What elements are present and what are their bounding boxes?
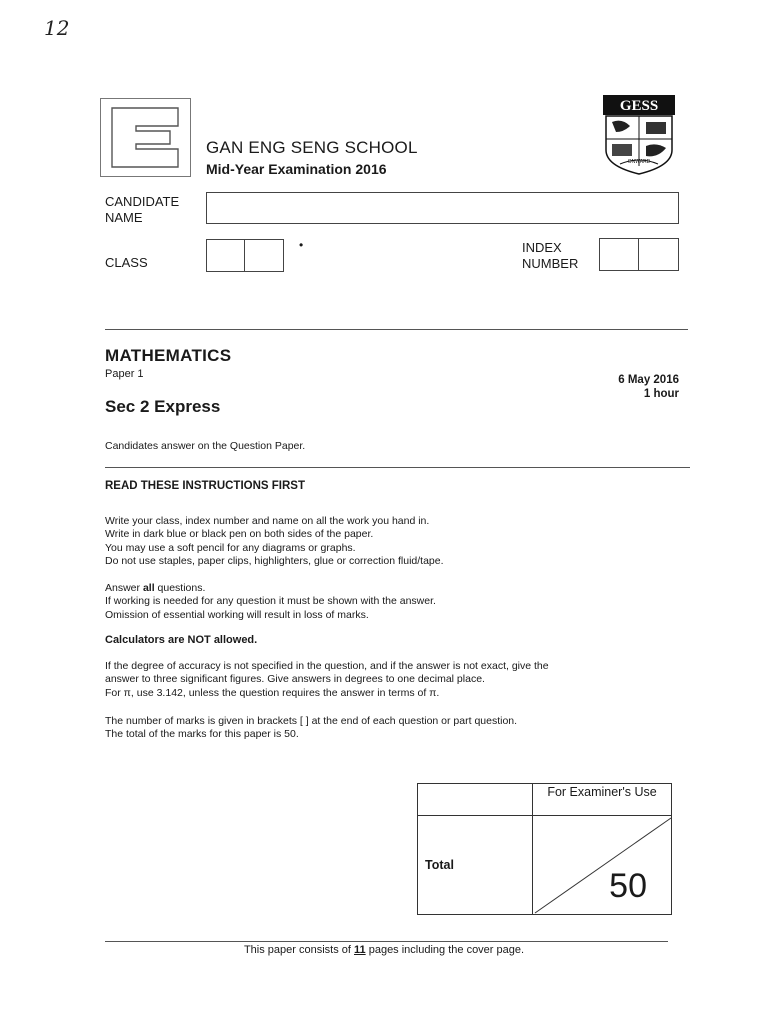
- instruction-line: answer to three significant figures. Give answers in degrees to one decimal place.: [105, 673, 485, 686]
- instructions-divider: [105, 467, 690, 468]
- svg-text:GESS: GESS: [619, 98, 659, 114]
- answer-note: Candidates answer on the Question Paper.: [105, 440, 306, 452]
- footer-pre: This paper consists of: [243, 944, 355, 956]
- instruction-line: If the degree of accuracy is not specified in the question, and if the answer is not exact, give the: [105, 660, 549, 672]
- answer-all-bold: all: [142, 582, 155, 594]
- class-separator-dot: •: [299, 238, 304, 252]
- footer-page-count: 11: [354, 944, 366, 956]
- index-field-divider: [638, 238, 639, 271]
- instructions-block-2: [105, 582, 645, 622]
- instruction-line: Omission of essential working will result in loss of marks.: [105, 608, 369, 621]
- instruction-line: [105, 582, 645, 595]
- instruction-line: For π, use 3.142, unless the question requires the answer in terms of π.: [105, 686, 440, 699]
- index-label-line2: NUMBER: [522, 256, 579, 271]
- instruction-line: If working is needed for any question it must be shown with the answer.: [105, 595, 436, 608]
- subject-title: MATHEMATICS: [105, 346, 232, 365]
- instruction-line: Do not use staples, paper clips, highlighters, glue or correction fluid/tape.: [105, 554, 444, 567]
- instructions-block-1: [105, 515, 645, 568]
- handwritten-page-number: 12: [44, 16, 70, 40]
- index-number-label: [522, 240, 578, 272]
- instruction-line: The total of the marks for this paper is 50.: [105, 728, 299, 741]
- exam-date: 6 May 2016: [618, 374, 679, 386]
- exam-title: Mid-Year Examination 2016: [206, 161, 387, 177]
- class-field[interactable]: [206, 239, 284, 272]
- footer-note: [0, 944, 768, 956]
- class-label: CLASS: [105, 255, 148, 270]
- total-marks: 50: [609, 867, 647, 905]
- total-score-cell[interactable]: [533, 816, 672, 915]
- header-divider: [105, 329, 688, 330]
- total-label: Total: [418, 816, 533, 915]
- svg-text:ONWARD: ONWARD: [627, 159, 651, 165]
- score-diagonal-line: [533, 816, 673, 915]
- footer-divider: [105, 941, 668, 942]
- answer-all-post: questions.: [154, 582, 206, 594]
- instructions-heading: READ THESE INSTRUCTIONS FIRST: [105, 480, 305, 492]
- instructions-block-4: [105, 715, 645, 742]
- answer-all-pre: Answer: [105, 582, 143, 594]
- examiner-table-blank-cell: [418, 784, 533, 816]
- instruction-line: You may use a soft pencil for any diagrams or graphs.: [105, 541, 356, 554]
- candidate-name-field[interactable]: [206, 192, 679, 224]
- exam-date-block: [560, 373, 679, 401]
- exam-e-logo-icon: [100, 98, 191, 177]
- instruction-line: The number of marks is given in brackets [ ] at the end of each question or part question.: [105, 715, 518, 727]
- candidate-name-label: CANDIDATE NAME: [105, 194, 180, 225]
- examiner-table-header: For Examiner's Use: [533, 784, 672, 816]
- instruction-line: Write your class, index number and name on all the work you hand in.: [105, 515, 430, 527]
- index-label-line1: INDEX: [522, 240, 562, 255]
- paper-number: Paper 1: [105, 368, 144, 380]
- examiner-table: [417, 783, 672, 915]
- level-title: Sec 2 Express: [105, 397, 221, 416]
- school-name: GAN ENG SENG SCHOOL: [206, 138, 418, 157]
- school-crest-icon: [602, 94, 676, 180]
- exam-duration: 1 hour: [643, 388, 679, 400]
- index-number-field[interactable]: [599, 238, 679, 271]
- instruction-line: Write in dark blue or black pen on both sides of the paper.: [105, 528, 374, 541]
- class-field-divider: [244, 239, 245, 272]
- instructions-block-3: [105, 660, 645, 700]
- footer-post: pages including the cover page.: [365, 944, 525, 956]
- calculators-note: Calculators are NOT allowed.: [105, 634, 258, 646]
